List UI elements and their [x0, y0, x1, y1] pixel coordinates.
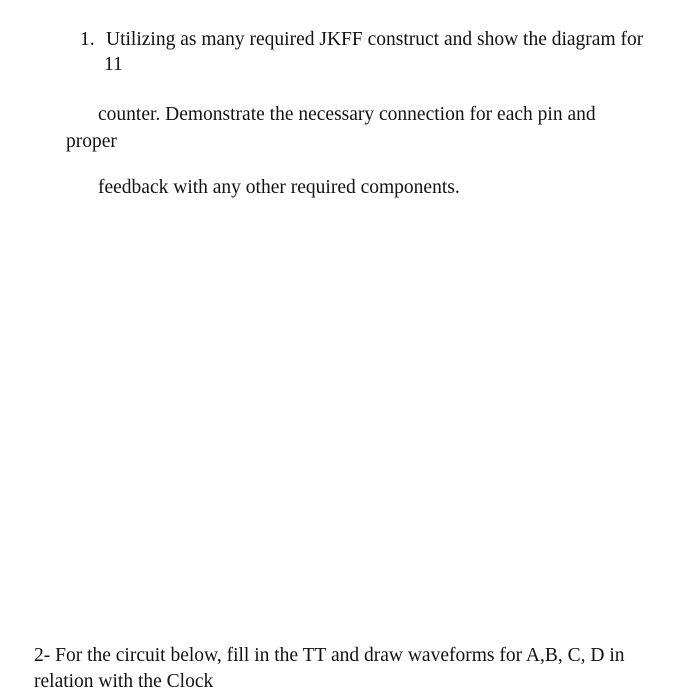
question-2-text-line: relation with the Clock: [34, 671, 214, 692]
question-1-text-line: Utilizing as many required JKFF construct and show the diagram for: [106, 29, 644, 50]
question-1-text-line: counter. Demonstrate the necessary connection for each pin and: [98, 104, 596, 125]
question-1-text-line: feedback with any other required components.: [98, 177, 460, 198]
question-1-number: 1.: [80, 29, 95, 50]
question-1-text-line: 11: [104, 54, 123, 75]
question-1-text-line: proper: [66, 131, 117, 152]
question-2-text-line: 2- For the circuit below, fill in the TT and draw waveforms for A,B, C, D in: [34, 645, 625, 666]
